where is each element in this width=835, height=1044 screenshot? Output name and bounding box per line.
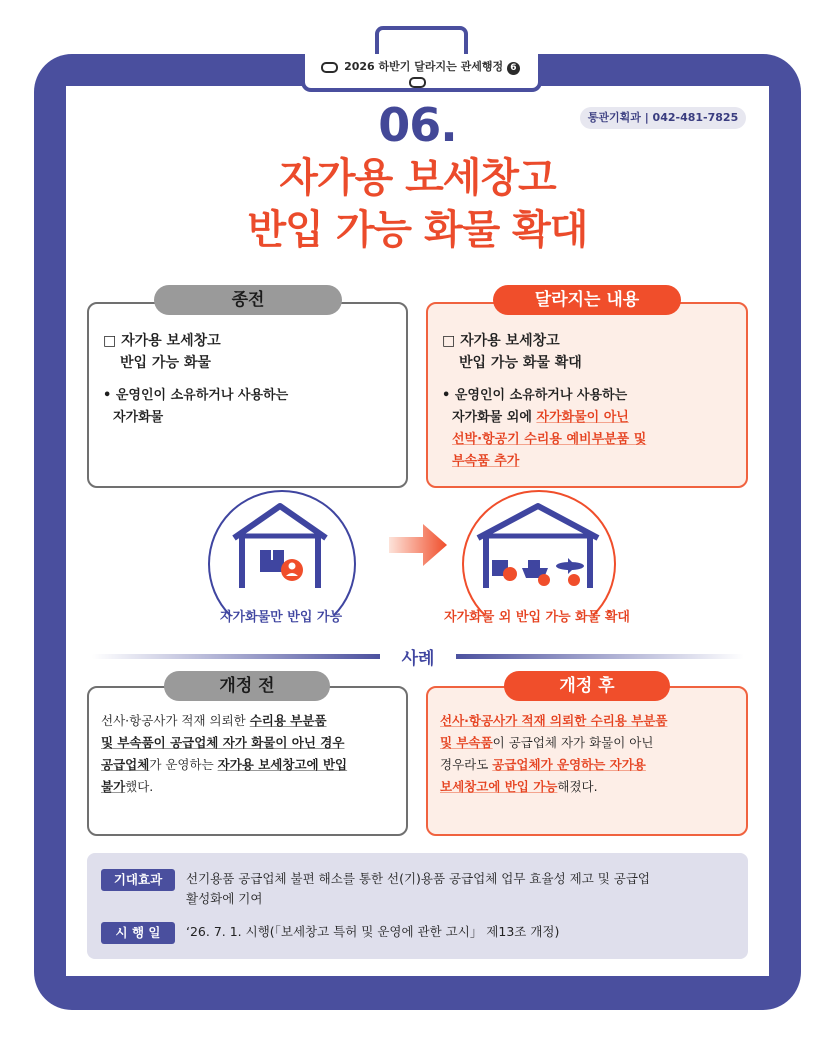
case-text-span: 했다. (125, 779, 154, 794)
clip-hole-icon (409, 77, 426, 88)
title-line-1: 자가용 보세창고 (279, 155, 556, 201)
after-bullet-line-2 (442, 407, 646, 429)
series-number-badge (507, 62, 520, 75)
case-label: 사례 (380, 644, 456, 669)
case-text-span: 공급업체 (101, 757, 150, 772)
series-number: 6 (510, 63, 517, 73)
after-highlight: 자가화물이 아닌 (536, 410, 629, 425)
case-text-span: 및 부속품 (440, 735, 493, 750)
airplane-icon (556, 558, 584, 574)
series-header (303, 58, 532, 88)
effect-text-line-1: 선기용품 공급업체 불편 해소를 통한 선(기)용품 공급업체 업무 효율성 제고 및 공급업 (186, 871, 651, 886)
section-number: 06. (378, 98, 457, 152)
before-bullet-line-1: • 운영인이 소유하거나 사용하는 (103, 388, 289, 403)
after-bullet-line-1: • 운영인이 소유하거나 사용하는 (442, 388, 628, 403)
case-before-line-1 (101, 710, 401, 732)
case-before-text (101, 710, 401, 798)
department-badge: 통관기획과 | 042-481-7825 (580, 107, 746, 129)
date-text: ‘26. 7. 1. 시행(「보세창고 특허 및 운영에 관한 고시」 제13조 개정) (186, 924, 560, 939)
after-heading (442, 330, 582, 374)
effect-text-line-2: 활성화에 기여 (186, 891, 263, 906)
before-heading-line-1: □ 자가용 보세창고 (103, 333, 221, 349)
case-text-span: 수리용 부분품 (249, 713, 327, 728)
case-after-line-2 (440, 732, 740, 754)
title-line-2: 반입 가능 화물 확대 (247, 207, 588, 253)
person-icon (503, 567, 517, 581)
before-tab: 종전 (154, 285, 342, 315)
case-text-span: 보세창고에 반입 가능 (440, 779, 558, 794)
warehouse-expanded-icon (472, 498, 604, 590)
clip-hole-icon (321, 62, 338, 73)
case-before-line-3 (101, 754, 401, 776)
case-text-span: 자가용 보세창고에 반입 (217, 757, 348, 772)
case-before-line-4 (101, 776, 401, 798)
after-caption: 자가화물 외 반입 가능 화물 확대 (444, 610, 630, 625)
effect-label: 기대효과 (101, 869, 175, 891)
case-before-tab: 개정 전 (164, 671, 330, 701)
before-heading-line-2: 반입 가능 화물 (120, 355, 211, 371)
person-icon (281, 559, 303, 581)
before-heading (103, 330, 221, 374)
case-after-text (440, 710, 740, 798)
date-label: 시 행 일 (101, 922, 175, 944)
after-body (442, 385, 646, 473)
case-text-span: 불가 (101, 779, 126, 794)
case-text-span: 공급업체가 운영하는 자가용 (492, 757, 646, 772)
case-before-line-2: 및 부속품이 공급업체 자가 화물이 아닌 경우 (101, 735, 345, 750)
page-title (0, 152, 835, 256)
case-after-tab: 개정 후 (504, 671, 670, 701)
case-divider-left (92, 654, 384, 659)
case-after-line-1: 선사·항공사가 적재 의뢰한 수리용 부분품 (440, 713, 668, 728)
gear-icon (538, 574, 550, 586)
box-icon (260, 550, 284, 572)
case-text-span: 해졌다. (557, 779, 598, 794)
after-bullet-text: 자가화물 외에 (452, 410, 537, 425)
before-body (103, 385, 288, 429)
case-after-line-4 (440, 776, 740, 798)
case-text-span: 선사·항공사가 적재 의뢰한 (101, 713, 250, 728)
after-bullet-line-3: 선박·항공기 수리용 예비부분품 및 (452, 432, 647, 447)
after-heading-line-1: □ 자가용 보세창고 (442, 333, 560, 349)
before-bullet-line-2: 자가화물 (113, 410, 164, 425)
before-caption: 자가화물만 반입 가능 (219, 610, 343, 625)
after-heading-line-2: 반입 가능 화물 확대 (459, 355, 582, 371)
series-title: 2026 하반기 달라지는 관세행정 (344, 60, 504, 73)
case-text-span: 이 공급업체 자가 화물이 아닌 (492, 735, 654, 750)
case-text-span: 경우라도 (440, 757, 493, 772)
warehouse-icon (228, 498, 332, 590)
case-after-line-3 (440, 754, 740, 776)
effect-text (186, 869, 736, 909)
after-bullet-line-4: 부속품 추가 (452, 454, 520, 469)
after-tab: 달라지는 내용 (493, 285, 681, 315)
gear-icon (568, 574, 580, 586)
case-divider-right (452, 654, 744, 659)
arrow-right-icon (389, 520, 449, 570)
case-text-span: 가 운영하는 (149, 757, 218, 772)
